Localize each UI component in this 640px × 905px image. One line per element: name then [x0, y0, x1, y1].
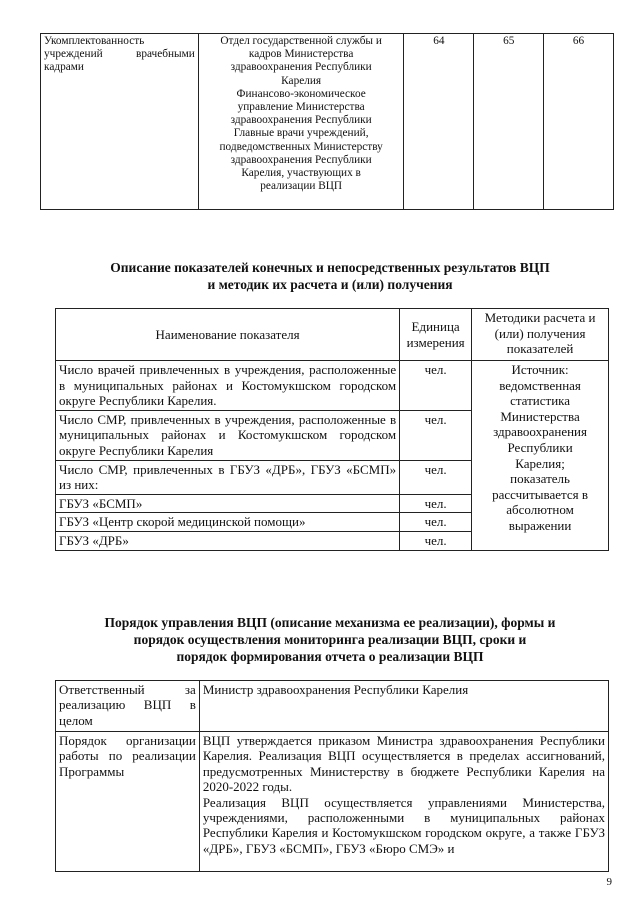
responsible-line: здравоохранения Республики — [230, 114, 372, 127]
page-number: 9 — [606, 876, 612, 888]
table-header-row — [56, 309, 609, 361]
method-line: ведомственная — [499, 377, 581, 393]
heading-line: Описание показателей конечных и непосредственных результатов ВЦП — [110, 260, 550, 275]
table-row — [41, 34, 614, 210]
method-line: Карелия; — [515, 455, 565, 471]
responsible-line: управление Министерства — [237, 101, 365, 114]
table-row — [56, 732, 609, 872]
header-name-cell: Наименование показателя — [56, 309, 400, 361]
responsible-line: подведомственных Министерству — [219, 140, 383, 153]
indicator-name-cell: ГБУЗ «Центр скорой медицинской помощи» — [56, 513, 400, 532]
indicator-name-cell: ГБУЗ «ДРБ» — [56, 531, 400, 550]
responsible-line: реализации ВЦП — [260, 180, 343, 193]
row-text-cell — [199, 732, 608, 872]
responsible-line: Отдел государственной службы и — [220, 35, 382, 47]
responsible-line: здравоохранения Республики — [230, 61, 372, 74]
top-table — [40, 33, 614, 210]
value-cell-2: 65 — [474, 34, 544, 210]
heading-line: порядок формирования отчета о реализации ВЦП — [176, 649, 484, 664]
method-line: здравоохранения — [493, 424, 587, 440]
responsible-line: Карелия — [281, 74, 322, 87]
row-label-cell: Ответственный за реализацию ВЦП в целом — [56, 681, 200, 732]
unit-cell: чел. — [400, 531, 472, 550]
heading-line: Порядок управления ВЦП (описание механизма ее реализации), формы и — [104, 615, 556, 630]
indicators-table — [55, 308, 609, 551]
value-cell-3: 66 — [544, 34, 614, 210]
heading-line: порядок осуществления мониторинга реализации ВЦП, сроки и — [133, 632, 527, 647]
responsible-line: кадров Министерства — [248, 48, 354, 61]
table-row — [56, 681, 609, 732]
unit-cell: чел. — [400, 513, 472, 532]
method-line: показатель — [510, 471, 570, 487]
indicator-name-cell: Число врачей привлеченных в учреждения, расположенные в муниципальных районах и Костомукшском городском округе Республики Карелия. — [56, 361, 400, 411]
responsible-line: Карелия, участвующих в — [241, 167, 361, 180]
header-unit-cell: Единица измерения — [400, 309, 472, 361]
method-line: рассчитывается в — [492, 486, 589, 502]
unit-cell: чел. — [400, 410, 472, 460]
heading-line: и методик их расчета и (или) получения — [207, 277, 453, 292]
row-label-cell: Порядок организации работы по реализации Программы — [56, 732, 200, 872]
method-line: статистика — [510, 393, 571, 409]
method-line: Источник: — [511, 362, 569, 377]
responsible-cell — [198, 34, 404, 210]
method-line: Министерства — [500, 408, 580, 424]
unit-cell: чел. — [400, 460, 472, 494]
indicator-name-cell: Число СМР, привлеченных в учреждения, расположенные в муниципальных районах и Костомукшском городском округе Республики Карелия — [56, 410, 400, 460]
responsible-line: Главные врачи учреждений, — [233, 127, 369, 140]
method-line: абсолютном — [506, 502, 574, 518]
row-text-cell: Министр здравоохранения Республики Карелия — [199, 681, 608, 732]
responsible-line: Финансово-экономическое — [236, 87, 366, 100]
unit-cell: чел. — [400, 361, 472, 411]
indicator-name-cell: Число СМР, привлеченных в ГБУЗ «ДРБ», ГБУЗ «БСМП» из них: — [56, 460, 400, 494]
indicator-name-cell: Укомплектованность учреждений врачебными кадрами — [41, 34, 199, 210]
paragraph: ВЦП утверждается приказом Министра здравоохранения Республики Карелия. Реализация ВЦП осуществляется в пределах ассигнований, предусмотренных Министерству в бюджете Республики Карелия на 2020-2022 годы. — [202, 733, 605, 795]
header-method-cell: Методики расчета и (или) получения показателей — [472, 309, 609, 361]
section-heading-indicators — [40, 259, 620, 293]
paragraph: Реализация ВЦП осуществляется управлениями Министерства, учреждениями, расположенными в муниципальных районах Республики Карелия и Костомукшском городском округе, а также ГБУЗ «ДРБ», ГБУЗ «БСМП», ГБУЗ «Бюро СМЭ» и — [202, 794, 605, 856]
table-row — [56, 361, 609, 411]
method-line: выражении — [508, 517, 572, 533]
value-cell-1: 64 — [404, 34, 474, 210]
section-heading-management — [40, 614, 620, 665]
indicator-name-cell: ГБУЗ «БСМП» — [56, 494, 400, 513]
method-line: Республики — [507, 439, 573, 455]
method-cell — [472, 361, 609, 551]
responsible-line: здравоохранения Республики — [230, 153, 372, 166]
unit-cell: чел. — [400, 494, 472, 513]
management-table — [55, 680, 609, 872]
